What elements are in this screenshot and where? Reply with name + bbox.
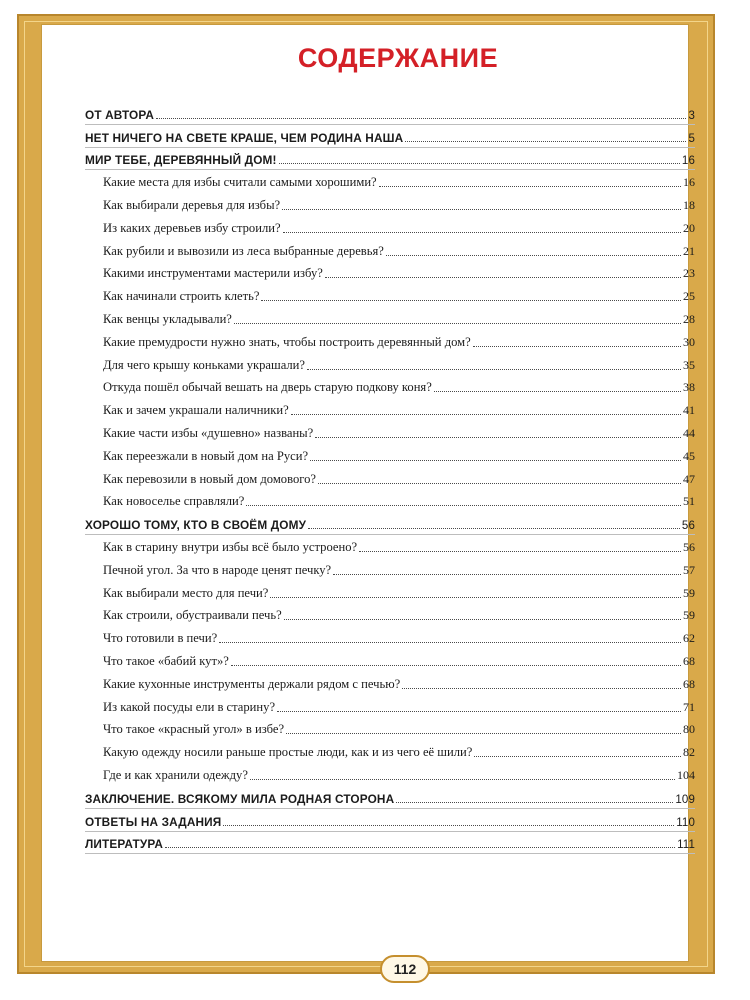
section-divider [85, 169, 695, 170]
dot-leader [156, 118, 686, 119]
dot-leader [234, 323, 681, 324]
toc-section-entry [85, 146, 695, 169]
dot-leader [223, 825, 674, 826]
toc-section-entry [85, 510, 695, 533]
toc-entry-label: Как выбирали деревья для избы? [103, 197, 281, 212]
toc-entry-label: Откуда пошёл обычай вешать на дверь старую подкову коня? [103, 380, 432, 395]
toc-subentry [85, 716, 695, 739]
toc-entry-label: Из какой посуды ели в старину? [103, 699, 276, 714]
section-divider [85, 831, 695, 832]
toc-entry-label: Как и зачем украшали наличники? [103, 403, 289, 418]
toc-subentry [85, 442, 695, 465]
dot-leader [308, 528, 680, 529]
toc-entry-label: Как рубили и вывозили из леса выбранные деревья? [103, 243, 384, 258]
toc-subentry [85, 168, 695, 191]
dot-leader [405, 141, 686, 142]
dot-leader [325, 277, 681, 278]
toc-entry-page: 30 [683, 334, 695, 349]
dot-leader [250, 779, 675, 780]
toc-subentry [85, 647, 695, 670]
page-number-badge: 112 [380, 955, 430, 983]
dot-leader [473, 346, 681, 347]
toc-entry-page: 59 [683, 608, 695, 623]
toc-entry-label: Как перевозили в новый дом домового? [103, 471, 316, 486]
toc-subentry [85, 670, 695, 693]
toc-entry-page: 41 [683, 403, 695, 418]
dot-leader [261, 300, 681, 301]
toc-entry-page: 80 [683, 722, 695, 737]
toc-entry-label: Как строили, обустраивали печь? [103, 608, 282, 623]
section-divider [85, 147, 695, 148]
dot-leader [277, 711, 681, 712]
toc-entry-label: ХОРОШО ТОМУ, КТО В СВОЁМ ДОМУ [85, 518, 307, 533]
toc-entry-page: 110 [676, 816, 695, 829]
toc-entry-label: Какие места для избы считали самыми хорошими? [103, 175, 377, 190]
dot-leader [307, 369, 681, 370]
toc-entry-label: Как новоселье справляли? [103, 494, 245, 509]
toc-section-entry [85, 807, 695, 830]
toc-entry-label: Какие кухонные инструменты держали рядом с печью? [103, 676, 401, 691]
dot-leader [474, 756, 681, 757]
toc-subentry [85, 328, 695, 351]
toc-subentry [85, 191, 695, 214]
toc-subentry [85, 214, 695, 237]
toc-subentry [85, 465, 695, 488]
toc-subentry [85, 260, 695, 283]
toc-subentry [85, 761, 695, 784]
section-divider [85, 853, 695, 854]
dot-leader [165, 847, 675, 848]
toc-entry-label: Как в старину внутри избы всё было устроено? [103, 539, 358, 554]
toc-entry-page: 28 [683, 311, 695, 326]
toc-subentry [85, 374, 695, 397]
toc-entry-page: 25 [683, 289, 695, 304]
toc-entry-label: Как венцы укладывали? [103, 311, 232, 326]
toc-entry-label: ОТВЕТЫ НА ЗАДАНИЯ [85, 814, 222, 829]
dot-leader [310, 460, 681, 461]
toc-entry-page: 62 [683, 631, 695, 646]
toc-entry-page: 45 [683, 448, 695, 463]
toc-entry-label: МИР ТЕБЕ, ДЕРЕВЯННЫЙ ДОМ! [85, 153, 277, 168]
toc-subentry [85, 624, 695, 647]
dot-leader [359, 551, 681, 552]
toc-subentry [85, 738, 695, 761]
toc-entry-page: 68 [683, 676, 695, 691]
toc-entry-page: 71 [683, 699, 695, 714]
dot-leader [286, 733, 681, 734]
section-divider [85, 808, 695, 809]
toc-entry-page: 16 [681, 155, 695, 168]
section-divider [85, 124, 695, 125]
toc-section-entry [85, 100, 695, 123]
toc-entry-label: Какие части избы «душевно» названы? [103, 425, 314, 440]
section-divider [85, 534, 695, 535]
toc-subentry [85, 396, 695, 419]
toc-section-entry [85, 123, 695, 146]
toc-subentry [85, 693, 695, 716]
toc-subentry [85, 533, 695, 556]
toc-entry-label: Что такое «красный угол» в избе? [103, 722, 285, 737]
toc-subentry [85, 488, 695, 511]
toc-entry-label: Как выбирали место для печи? [103, 585, 269, 600]
toc-entry-page: 51 [683, 494, 695, 509]
dot-leader [279, 163, 680, 164]
toc-entry-page: 16 [683, 175, 695, 190]
toc-subentry [85, 556, 695, 579]
toc-subentry [85, 282, 695, 305]
toc-entry-label: Как начинали строить клеть? [103, 289, 260, 304]
dot-leader [315, 437, 681, 438]
toc-entry-label: Какую одежду носили раньше простые люди, как и из чего её шили? [103, 745, 473, 760]
toc-entry-page: 111 [677, 839, 695, 852]
toc-entry-label: ОТ АВТОРА [85, 107, 155, 122]
dot-leader [284, 619, 681, 620]
toc-entry-label: Печной угол. За что в народе ценят печку? [103, 562, 332, 577]
toc-subentry [85, 419, 695, 442]
dot-leader [379, 186, 681, 187]
toc-entry-page: 23 [683, 266, 695, 281]
toc-entry-label: Какие премудрости нужно знать, чтобы построить деревянный дом? [103, 334, 471, 349]
toc-entry-label: ЗАКЛЮЧЕНИЕ. ВСЯКОМУ МИЛА РОДНАЯ СТОРОНА [85, 791, 395, 806]
toc-entry-page: 56 [683, 539, 695, 554]
toc-subentry [85, 237, 695, 260]
dot-leader [219, 642, 681, 643]
toc-entry-page: 44 [683, 425, 695, 440]
dot-leader [283, 232, 681, 233]
toc-entry-page: 38 [683, 380, 695, 395]
toc-entry-page: 59 [683, 585, 695, 600]
dot-leader [231, 665, 681, 666]
toc-entry-label: Как переезжали в новый дом на Руси? [103, 448, 309, 463]
toc-entry-page: 68 [683, 653, 695, 668]
toc-entry-page: 3 [688, 109, 695, 122]
toc-entry-label: НЕТ НИЧЕГО НА СВЕТЕ КРАШЕ, ЧЕМ РОДИНА НАША [85, 130, 404, 145]
toc-entry-label: Где и как хранили одежду? [103, 767, 248, 782]
dot-leader [402, 688, 681, 689]
toc-entry-page: 20 [683, 220, 695, 235]
toc-entry-page: 21 [683, 243, 695, 258]
toc-entry-label: ЛИТЕРАТУРА [85, 837, 163, 852]
page-title: СОДЕРЖАНИЕ [297, 43, 499, 73]
toc-entry-page: 109 [675, 793, 695, 806]
dot-leader [291, 414, 681, 415]
toc-entry-label: Какими инструментами мастерили избу? [103, 266, 323, 281]
dot-leader [434, 391, 681, 392]
toc-entry-label: Из каких деревьев избу строили? [103, 220, 281, 235]
toc-entry-page: 104 [677, 767, 695, 782]
toc-entry-label: Для чего крышу коньками украшали? [103, 357, 306, 372]
dot-leader [246, 505, 681, 506]
toc-subentry [85, 602, 695, 625]
toc-entry-page: 56 [681, 520, 695, 533]
toc-entry-page: 47 [683, 471, 695, 486]
toc-entry-page: 18 [683, 197, 695, 212]
table-of-contents [85, 100, 695, 852]
toc-entry-page: 57 [683, 562, 695, 577]
toc-section-entry [85, 830, 695, 853]
toc-entry-label: Что готовили в печи? [103, 631, 218, 646]
toc-section-entry [85, 784, 695, 807]
dot-leader [386, 255, 681, 256]
dot-leader [270, 597, 681, 598]
toc-entry-page: 5 [688, 132, 695, 145]
toc-entry-page: 82 [683, 745, 695, 760]
dot-leader [282, 209, 681, 210]
dot-leader [396, 802, 673, 803]
toc-subentry [85, 579, 695, 602]
dot-leader [333, 574, 681, 575]
dot-leader [318, 483, 681, 484]
toc-entry-page: 35 [683, 357, 695, 372]
toc-subentry [85, 351, 695, 374]
toc-entry-label: Что такое «бабий кут»? [103, 653, 229, 668]
toc-subentry [85, 305, 695, 328]
